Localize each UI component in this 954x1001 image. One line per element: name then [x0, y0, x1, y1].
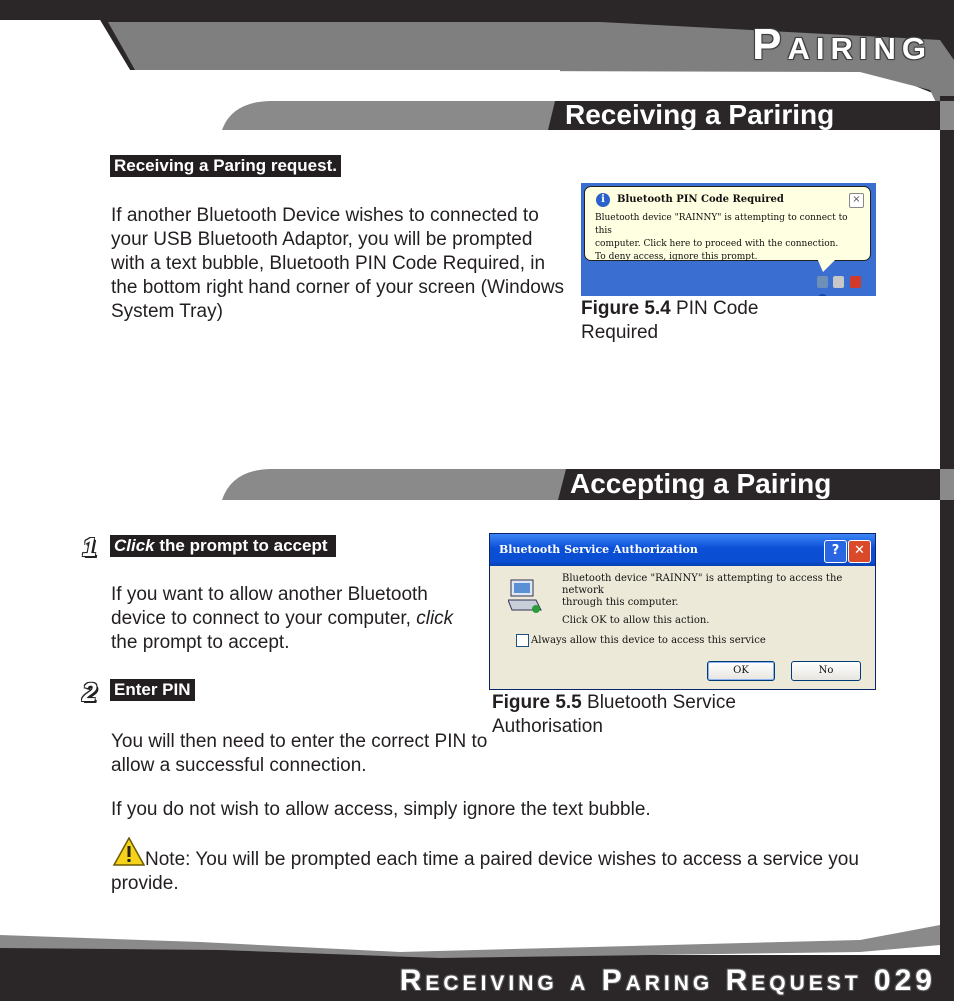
- bubble-line: To deny access, ignore this prompt.: [595, 252, 758, 262]
- figure-pin-code-bubble: [581, 183, 876, 296]
- ignore-paragraph: If you do not wish to allow access, simply ignore the text bubble.: [111, 799, 651, 820]
- computer-icon: [508, 578, 542, 614]
- bluetooth-tray-icon[interactable]: [817, 294, 828, 296]
- help-button[interactable]: ?: [824, 540, 847, 563]
- info-icon: i: [596, 193, 610, 207]
- always-allow-checkbox[interactable]: [516, 634, 529, 647]
- step1-label-rest: the prompt to accept: [154, 536, 328, 555]
- step2-paragraph: You will then need to enter the correct PIN to allow a successful connection.: [111, 731, 488, 776]
- bubble-tail: [817, 258, 837, 272]
- dialog-title: Bluetooth Service Authorization: [499, 543, 698, 556]
- always-allow-label[interactable]: Always allow this device to access this service: [531, 635, 766, 646]
- step1-text: If you want to allow another Bluetooth device to connect to your computer,: [111, 584, 428, 629]
- step1-label: [110, 535, 336, 557]
- volume-tray-icon[interactable]: [833, 276, 844, 288]
- note-text: Note: You will be prompted each time a paired device wishes to access a service you provide.: [111, 849, 859, 894]
- step1-text-italic: click: [416, 608, 454, 629]
- dialog-message-line: Bluetooth device "RAINNY" is attempting to access the network: [562, 573, 843, 596]
- bubble-line: computer. Click here to proceed with the connection.: [595, 239, 839, 249]
- receiving-label: Receiving a Paring request.: [110, 155, 341, 177]
- section-heading-accepting: Accepting a Pairing: [570, 468, 832, 499]
- step1-paragraph: [111, 583, 481, 655]
- receiving-paragraph: If another Bluetooth Device wishes to connected to your USB Bluetooth Adaptor, you will be prompted with a text bubble, Bluetooth PIN Code Required, in the bottom right hand corner of your screen (Windows System Tray): [111, 205, 565, 322]
- caption-number: Figure 5.5: [492, 692, 582, 713]
- dialog-message: [562, 573, 862, 609]
- network-tray-icon[interactable]: [817, 276, 828, 288]
- no-button[interactable]: No: [791, 661, 861, 681]
- bubble-title: Bluetooth PIN Code Required: [617, 194, 784, 205]
- step-number-2: 2: [82, 677, 97, 707]
- dialog-titlebar[interactable]: [490, 534, 875, 566]
- close-button[interactable]: ✕: [848, 540, 871, 563]
- step1-text-end: the prompt to accept.: [111, 632, 290, 653]
- close-icon[interactable]: ×: [849, 193, 864, 208]
- dialog-message-line: through this computer.: [562, 597, 679, 608]
- caption-number: Figure 5.4: [581, 298, 671, 319]
- caption-text: PIN Code Required: [581, 298, 759, 343]
- right-border: [940, 96, 954, 1001]
- section-heading-receiving: Receiving a Pariring: [565, 99, 835, 130]
- figure-5-5-caption: [492, 691, 812, 739]
- page-footer: Receiving a Paring Request 029: [399, 964, 936, 997]
- caption-text: Bluetooth Service Authorisation: [492, 692, 736, 737]
- step1-label-italic: Click: [114, 536, 155, 555]
- dialog-instruction: Click OK to allow this action.: [562, 615, 710, 626]
- bubble-body: [595, 212, 865, 264]
- step2-label: Enter PIN: [110, 679, 195, 701]
- step-number-1: 1: [82, 532, 97, 562]
- system-tray: [817, 275, 876, 296]
- note-paragraph: [111, 848, 871, 896]
- bubble-line: Bluetooth device "RAINNY" is attempting to connect to this: [595, 213, 848, 236]
- figure-5-4-caption: [581, 297, 821, 345]
- figure-service-authorization-dialog: [489, 533, 876, 690]
- page-title: Pairing: [752, 20, 932, 69]
- security-tray-icon[interactable]: [850, 276, 861, 288]
- pin-code-bubble[interactable]: [584, 186, 871, 261]
- ok-button[interactable]: OK: [707, 661, 775, 681]
